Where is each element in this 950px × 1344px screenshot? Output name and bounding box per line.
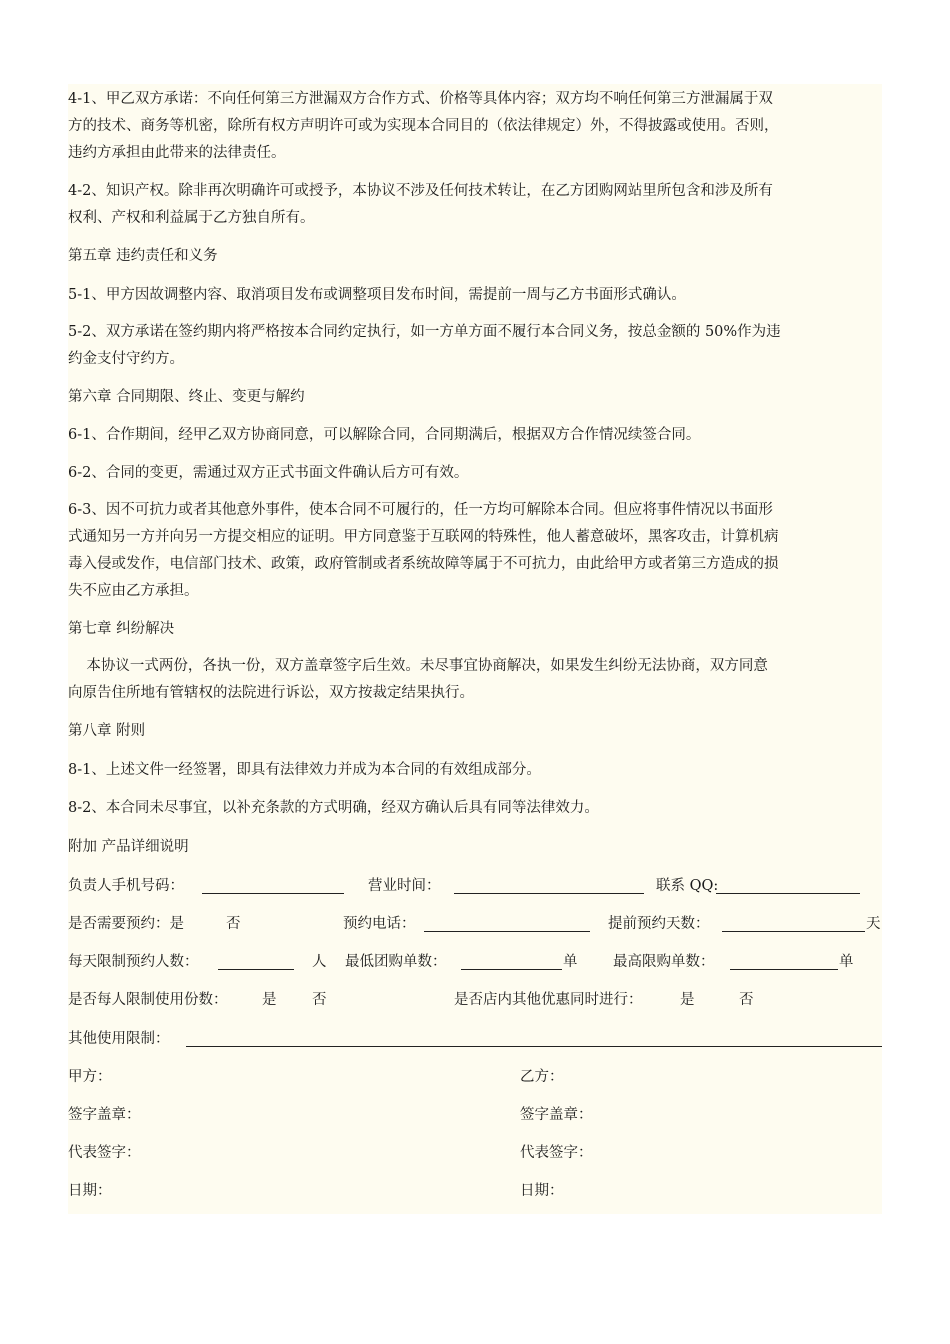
booking-phone-label: 预约电话： (343, 916, 416, 932)
party-b-date-label: 日期： (520, 1183, 564, 1199)
party-b-label: 乙方： (520, 1069, 564, 1085)
clause-6-3-line-3: 毒入侵或发作，电信部门技术、政策，政府管制或者系统故障等属于不可抗力，由此给甲方或者第三方造成的损 (68, 556, 779, 572)
daily-limit-unit: 人 (312, 954, 327, 970)
contract-page (68, 84, 882, 1214)
max-orders-unit: 单 (839, 954, 854, 970)
phone-field[interactable] (202, 893, 344, 894)
clause-7-line-2: 向原告住所地有管辖权的法院进行诉讼，双方按裁定结果执行。 (68, 685, 474, 701)
party-a-label: 甲方： (68, 1069, 112, 1085)
clause-4-1-line-1: 4-1、甲乙双方承诺：不向任何第三方泄漏双方合作方式、价格等具体内容；双方均不响任何第三方泄漏属于双 (68, 91, 773, 107)
other-promo-yes[interactable]: 是 (680, 992, 695, 1008)
daily-limit-label: 每天限制预约人数： (68, 954, 199, 970)
need-booking-no[interactable]: 否 (226, 916, 241, 932)
clause-4-1-line-2: 方的技术、商务等机密，除所有权方声明许可或为实现本合同目的（依法律规定）外，不得披露或使用。否则， (68, 118, 779, 134)
clause-4-2-line-2: 权利、产权和利益属于乙方独自所有。 (68, 210, 315, 226)
other-promo-no[interactable]: 否 (739, 992, 754, 1008)
party-b-rep-label: 代表签字： (520, 1145, 593, 1161)
party-a-rep-label: 代表签字： (68, 1145, 141, 1161)
party-b-seal-label: 签字盖章： (520, 1107, 593, 1123)
clause-7-line-1: 本协议一式两份，各执一份，双方盖章签字后生效。未尽事宜协商解决，如果发生纠纷无法协商，双方同意 (68, 658, 768, 674)
per-person-yes[interactable]: 是 (262, 992, 277, 1008)
clause-6-3-line-1: 6-3、因不可抗力或者其他意外事件，使本合同不可履行的，任一方均可解除本合同。但应将事件情况以书面形 (68, 502, 773, 518)
advance-days-unit: 天 (866, 916, 881, 932)
clause-6-2: 6-2、合同的变更，需通过双方正式书面文件确认后方可有效。 (68, 465, 469, 481)
clause-6-1: 6-1、合作期间，经甲乙双方协商同意，可以解除合同，合同期满后，根据双方合作情况续签合同。 (68, 427, 701, 443)
daily-limit-field[interactable] (218, 969, 294, 970)
max-orders-field[interactable] (730, 969, 838, 970)
advance-days-label: 提前预约天数： (608, 916, 710, 932)
min-orders-unit: 单 (563, 954, 578, 970)
other-limits-field[interactable] (186, 1046, 882, 1047)
clause-6-3-line-2: 式通知另一方并向另一方提交相应的证明。甲方同意鉴于互联网的特殊性，他人蓄意破坏，黑客攻击，计算机病 (68, 529, 779, 545)
clause-6-3-line-4: 失不应由乙方承担。 (68, 583, 199, 599)
chapter-8-heading: 第八章 附则 (68, 723, 146, 739)
qq-label: 联系 QQ: (656, 878, 719, 894)
appendix-heading: 附加 产品详细说明 (68, 839, 189, 855)
party-a-date-label: 日期： (68, 1183, 112, 1199)
per-person-label: 是否每人限制使用份数： (68, 992, 228, 1008)
other-limits-label: 其他使用限制： (68, 1031, 170, 1047)
party-a-seal-label: 签字盖章： (68, 1107, 141, 1123)
per-person-no[interactable]: 否 (312, 992, 327, 1008)
hours-label: 营业时间： (368, 878, 441, 894)
max-orders-label: 最高限购单数： (613, 954, 715, 970)
clause-4-2-line-1: 4-2、知识产权。除非再次明确许可或授予，本协议不涉及任何技术转让，在乙方团购网站里所包含和涉及所有 (68, 183, 773, 199)
other-promo-label: 是否店内其他优惠同时进行： (454, 992, 643, 1008)
min-orders-field[interactable] (461, 969, 562, 970)
advance-days-field[interactable] (722, 931, 865, 932)
clause-4-1-line-3: 违约方承担由此带来的法律责任。 (68, 145, 286, 161)
clause-5-2-line-2: 约金支付守约方。 (68, 351, 184, 367)
phone-label: 负责人手机号码： (68, 878, 184, 894)
clause-5-1: 5-1、甲方因故调整内容、取消项目发布或调整项目发布时间，需提前一周与乙方书面形式确认。 (68, 287, 686, 303)
clause-5-2-line-1: 5-2、双方承诺在签约期内将严格按本合同约定执行，如一方单方面不履行本合同义务，按总金额的 50%作为违 (68, 324, 781, 340)
qq-field[interactable] (716, 893, 860, 894)
booking-phone-field[interactable] (424, 931, 590, 932)
need-booking-label: 是否需要预约：是 (68, 916, 184, 932)
clause-8-1: 8-1、上述文件一经签署，即具有法律效力并成为本合同的有效组成部分。 (68, 762, 541, 778)
chapter-6-heading: 第六章 合同期限、终止、变更与解约 (68, 389, 305, 405)
clause-8-2: 8-2、本合同未尽事宜，以补充条款的方式明确，经双方确认后具有同等法律效力。 (68, 800, 599, 816)
chapter-5-heading: 第五章 违约责任和义务 (68, 248, 218, 264)
chapter-7-heading: 第七章 纠纷解决 (68, 621, 175, 637)
hours-field[interactable] (454, 893, 644, 894)
min-orders-label: 最低团购单数： (345, 954, 447, 970)
